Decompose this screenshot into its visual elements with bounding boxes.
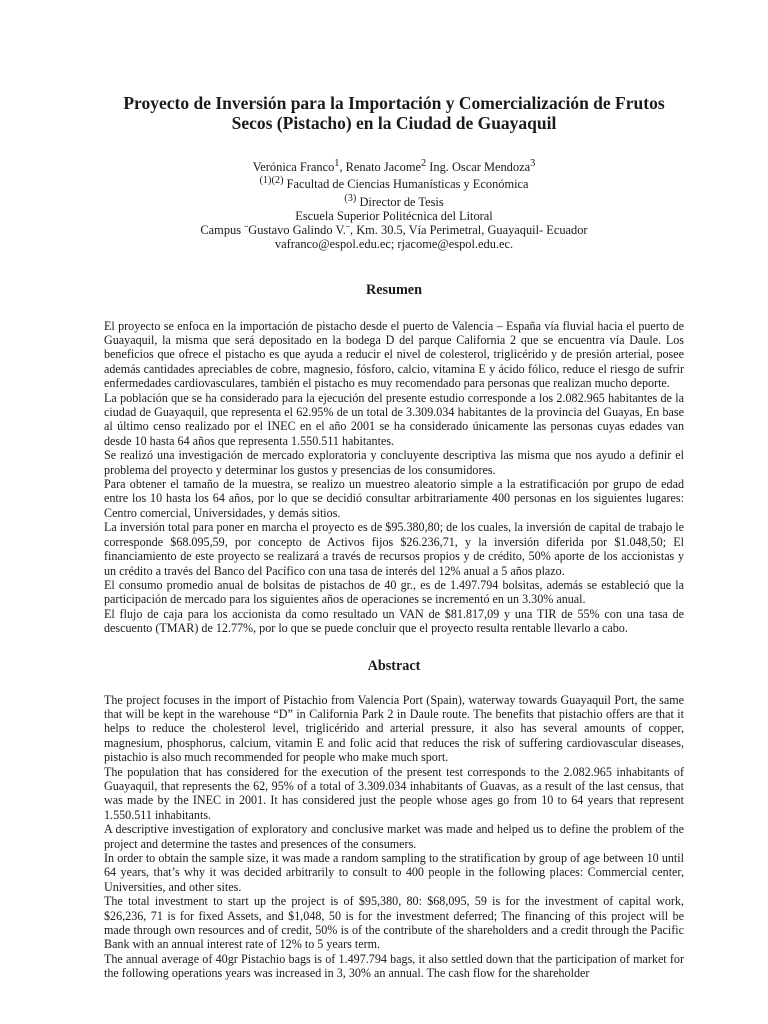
resumen-paragraph: Para obtener el tamaño de la muestra, se realizo un muestreo aleatorio simple a la estratificación por grupo de edad entre los 10 hasta los 64 años, por lo que se decidió consultar arbitrariamente 400 personas en los siguientes lugares: Centro comercial, Universidades, y demás sitios.: [104, 477, 684, 520]
abstract-paragraph: In order to obtain the sample size, it was made a random sampling to the stratification by group of age between 10 until 64 years, that’s why it was decided arbitrarily to consult to 400 people in the following places: Commercial center, Universities, and other sites.: [104, 851, 684, 894]
abstract-body: [104, 693, 684, 981]
author-emails: vafranco@espol.edu.ec; rjacome@espol.edu.ec.: [274, 237, 514, 252]
abstract-heading: Abstract: [367, 657, 421, 674]
resumen-paragraph: El proyecto se enfoca en la importación de pistacho desde el puerto de Valencia – España vía fluvial hacia el puerto de Guayaquil, la misma que será depositado en la bodega D del parque California 2 que se encuentra vía Daule. Los beneficios que ofrece el pistacho es que ayuda a reducir el nivel de colesterol, triglicérido y de presión arterial, posee además cantidades apreciables de cobre, magnesio, fósforo, calcio, vitamina E y ácido fólico, reduce el riesgo de sufrir enfermedades cardiovasculares, también el pistacho es muy recomendado para personas que realizan mucho deporte.: [104, 318, 684, 391]
resumen-paragraph: Se realizó una investigación de mercado exploratoria y concluyente descriptiva las misma que nos ayudo a definir el problema del proyecto y determinar los gustos y presencias de los consumidores.: [104, 448, 684, 477]
author-names: Verónica Franco$^1$, Renato Jacome$^2$ Ing. Oscar Mendoza$^3$: [252, 158, 536, 175]
resumen-heading: Resumen: [366, 281, 422, 298]
abstract-paragraph: The project focuses in the import of Pistachio from Valencia Port (Spain), waterway towards Guayaquil Port, the same that will be kept in the warehouse “D” in California Park 2 in Daule route. The benefits that pistachio offers are that it helps to reduce the cholesterol level, triglicérido and arterial pressure, it also has several amounts of copper, magnesium, phosphorus, calcium, vitamin E and folic acid that reduces the risk of suffering cardiovascular diseases, pistachio is also much recommended for people who make much sport.: [104, 692, 684, 765]
abstract-paragraph: A descriptive investigation of exploratory and conclusive market was made and helped us to define the problem of the project and determine the tastes and presences of the consumers.: [104, 822, 684, 851]
author-affiliation-director: $^{(3)}$ Director de Tesis: [344, 192, 444, 209]
institution-name: Escuela Superior Politécnica del Litoral: [295, 208, 493, 223]
resumen-paragraph: La población que se ha considerado para la ejecución del presente estudio corresponde a los 2.082.965 habitantes de la ciudad de Guayaquil, que representa el 62.95% de un total de 3.309.034 habitantes de la provincia del Guayas, En base al último censo realizado por el INEC en el año 2001 se ha considerado únicamente las personas cuyas edades van desde 10 hasta 64 años que representa 1.550.511 habitantes.: [104, 390, 684, 448]
institution-address: Campus ¨Gustavo Galindo V.¨, Km. 30.5, Vía Perimetral, Guayaquil- Ecuador: [200, 223, 588, 238]
resumen-paragraph: El consumo promedio anual de bolsitas de pistachos de 40 gr., es de 1.497.794 bolsitas, además se estableció que la participación de mercado para los siguientes años de operaciones se incrementó en un 3.30% anual.: [104, 577, 684, 607]
resumen-body: [104, 319, 684, 636]
abstract-paragraph: The population that has considered for the execution of the present test corresponds to the 2.082.965 inhabitants of Guayaquil, that represents the 62, 95% of a total of 3.309.034 inhabitants of Guavas, as a result of the last census, that was made by the INEC in 2001. It has considered just the people whose ages go from 10 to 64 years that represent 1.550.511 inhabitants.: [104, 764, 684, 822]
author-affiliation-faculty: $^{(1)(2)}$ Facultad de Ciencias Humanísticas y Económica: [259, 175, 529, 192]
resumen-paragraph: El flujo de caja para los accionista da como resultado un VAN de $81.817,09 y una TIR de 55% con una tasa de descuento (TMAR) de 12.77%, por lo que se puede concluir que el proyecto resulta rentable llevarlo a cabo.: [104, 606, 684, 636]
abstract-paragraph: The annual average of 40gr Pistachio bags is of 1.497.794 bags, it also settled down that the participation of market for the following operations years was increased in 3, 30% an annual. The cash flow for the shareholder: [104, 951, 684, 981]
abstract-paragraph: The total investment to start up the project is of $95,380, 80: $68,095, 59 is for the investment of capital work, $26,236, 71 is for fixed Assets, and $1,048, 50 is for the investment deferred; The financing of this project will be made through own resources and of credit, 50% is of the contribute of the shareholders and a credit through the Pacific Bank with an annual interest rate of 12% to 5 years term.: [104, 894, 684, 952]
paper-title: Proyecto de Inversión para la Importación y Comercialización de Frutos Secos (Pistacho) en la Ciudad de Guayaquil: [123, 93, 665, 133]
author-block: [104, 157, 684, 252]
resumen-paragraph: La inversión total para poner en marcha el proyecto es de $95.380,80; de los cuales, la inversión de capital de trabajo le corresponde $68.095,59, por concepto de Activos fijos $26.236,71, y la inversión diferida por $1.048,50; El financiamiento de este proyecto se realizará a través de recursos propios y de crédito, 50% aporte de los accionistas y un crédito a través del Banco del Pacífico con una tasa de interés del 12% anual a 5 años plazo.: [104, 520, 684, 578]
